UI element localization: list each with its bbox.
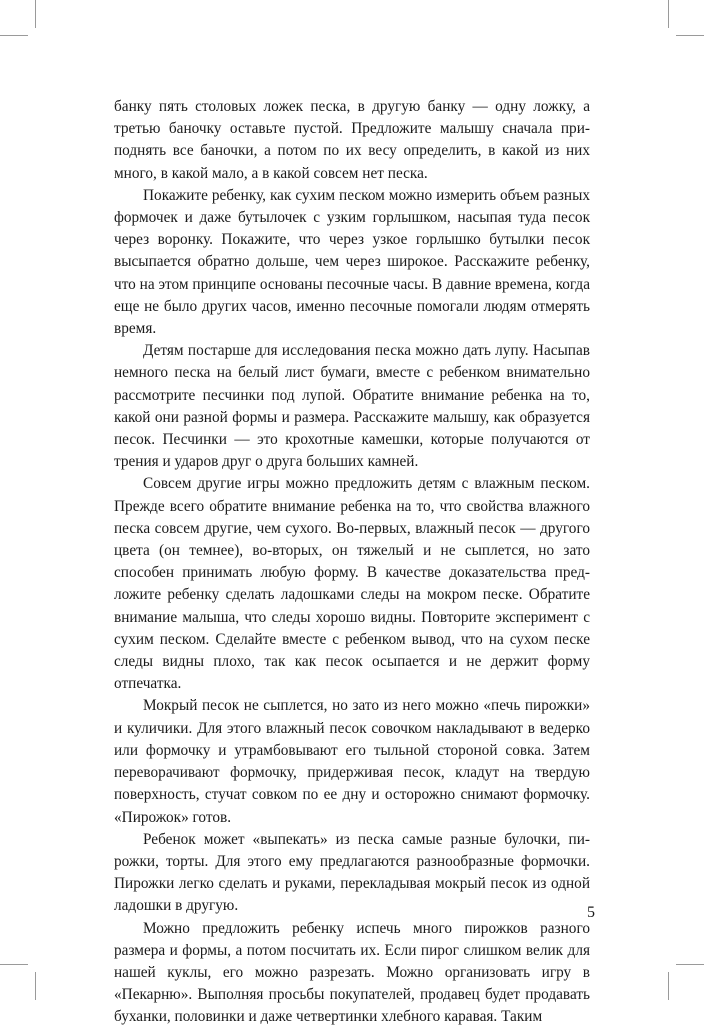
crop-mark — [35, 972, 36, 1000]
crop-mark — [676, 35, 704, 36]
crop-mark — [668, 972, 669, 1000]
crop-mark — [676, 964, 704, 965]
paragraph: Ребенок может «выпекать» из песка самые разные булочки, пирожки, торты. Для этого ему предлагаются разнообразные формочки. Пирожки легко сделать и руками, перекладывая мокрый песок из одной ладошки в другую. — [114, 830, 590, 915]
paragraph: Совсем другие игры можно предложить детям с влажным песком. Прежде всего обратите внимание ребенка на то, что свойства влажного песка совсем другие, чем сухого. Во-первых, влажный песок — другого цвета (он темнее), во-вторых, он тяжелый и не сыплется, но зато способен принимать любую форму. В качестве доказательства предложите ребенку сделать ладошками следы на мокром песке. Обратите внимание малыша, что следы хорошо видны. Повторите эксперимент с сухим песком. Сделайте вместе с ребенком вывод, что на сухом песке следы видны плохо, так как песок осыпается и не держит форму отпечатка. — [114, 475, 590, 693]
paragraph: Можно предложить ребенку испечь много пирожков разного размера и формы, а потом посчитать их. Если пирог слишком велик для нашей куклы, его можно разрезать. Можно организовать игру в «Пекарню». Выполняя просьбы покупателей, продавец будет продавать буханки, половинки и даже четвертинки хлебного каравая. Таким — [114, 919, 590, 1026]
page-body — [114, 96, 590, 1029]
paragraph: Мокрый песок не сыплется, но зато из него можно «печь пирожки» и куличики. Для этого влажный песок совочком накладывают в ведерко или формочку и утрамбовывают его тыльной стороной совка. Затем переворачивают формочку, придерживая песок, кладут на твердую поверхность, стучат совком по ее дну и осторожно снимают формочку. «Пирожок» готов. — [114, 697, 590, 826]
crop-mark — [0, 35, 28, 36]
paragraph: Детям постарше для исследования песка можно дать лупу. Насыпав немного песка на белый лист бумаги, вместе с ребенком внимательно рассмотрите песчинки под лупой. Обратите внимание ребенка на то, какой они разной формы и размера. Расскажите малышу, как образуется песок. Песчинки — это крохотные камешки, которые получаются от трения и ударов друг о друга больших камней. — [114, 342, 590, 471]
crop-mark — [0, 964, 28, 965]
crop-mark — [668, 0, 669, 28]
paragraph: Покажите ребенку, как сухим песком можно измерить объем разных формочек и даже бутылочек с узким горлышком, насыпая туда песок через воронку. Покажите, что через узкое горлышко бутылки песок высыпается обратно дольше, чем через широкое. Расскажите ребенку, что на этом принципе основаны песочные часы. В давние времена, когда еще не было других часов, именно песочные помогали людям отмерять время. — [114, 186, 590, 338]
paragraph: банку пять столовых ложек песка, в другую банку — одну ложку, а третью баночку оставьте пустой. Предложите малышу сначала приподнять все баночки, а потом по их весу определить, в какой из них много, в какой мало, а в какой совсем нет песка. — [114, 98, 590, 182]
crop-mark — [35, 0, 36, 28]
page-number: 5 — [587, 904, 595, 921]
